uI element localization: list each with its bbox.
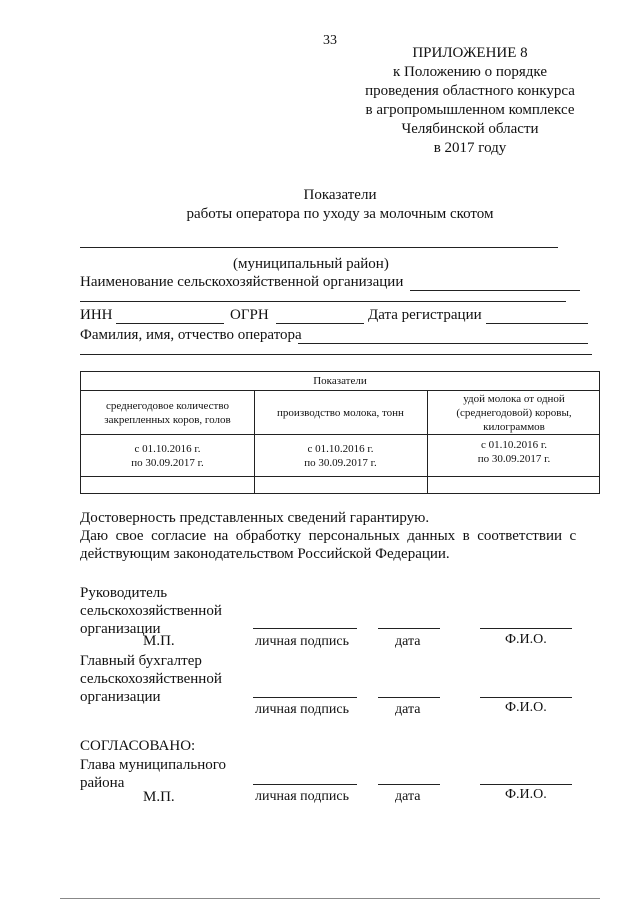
accountant-title (80, 652, 222, 706)
appendix-title: ПРИЛОЖЕНИЕ 8 (412, 45, 528, 61)
table-group-header: Показатели (313, 375, 367, 387)
data-cell-cows[interactable] (81, 477, 254, 494)
appendix-line: проведения областного конкурса (365, 83, 575, 99)
reg-date-field[interactable] (486, 323, 588, 324)
org-name-field-2[interactable] (80, 301, 566, 302)
signature-caption: личная подпись (255, 702, 349, 717)
inn-field[interactable] (116, 323, 224, 324)
statement-guarantee: Достоверность представленных сведений гарантирую. (80, 510, 430, 526)
org-name-label: Наименование сельскохозяйственной организации (80, 274, 404, 290)
operator-field-2[interactable] (80, 354, 592, 355)
heading-line-1: Показатели (303, 187, 377, 203)
accountant-date-field[interactable] (378, 697, 440, 698)
agreed-label: СОГЛАСОВАНО: (80, 738, 196, 754)
appendix-line: в агропромышленном комплексе (365, 102, 575, 118)
district-head-title-line: Глава муниципального (80, 757, 227, 773)
reg-date-label: Дата регистрации (368, 307, 482, 323)
period-cell (85, 435, 250, 476)
page-number: 33 (323, 33, 337, 48)
period-cell (431, 435, 597, 469)
district-head-title-line: района (80, 775, 125, 791)
data-cell-milk-yield[interactable] (428, 477, 599, 494)
head-date-field[interactable] (378, 628, 440, 629)
appendix-line: Челябинской области (401, 121, 539, 137)
column-header-milk-yield: удой молока от одной (среднегодовой) коровы, килограммов (456, 392, 572, 433)
date-caption: дата (395, 634, 421, 649)
signature-caption: личная подпись (255, 634, 349, 649)
head-title-line: Руководитель (80, 585, 168, 601)
head-title-line: организации (80, 621, 161, 637)
org-name-field[interactable] (410, 290, 580, 291)
fio-caption: Ф.И.О. (505, 632, 547, 647)
appendix-line: к Положению о порядке (393, 64, 547, 80)
period-start: с 01.10.2016 г. (307, 442, 374, 455)
accountant-title-line: сельскохозяйственной (80, 671, 222, 687)
column-header-milk-production: производство молока, тонн (277, 406, 404, 419)
appendix-line: в 2017 году (433, 140, 507, 156)
period-cell (258, 435, 423, 476)
period-start: с 01.10.2016 г. (481, 439, 547, 451)
appendix-block (340, 44, 600, 158)
accountant-title-line: Главный бухгалтер (80, 653, 202, 669)
head-title (80, 584, 222, 638)
district-head-fio-field[interactable] (480, 784, 572, 785)
fio-caption: Ф.И.О. (505, 787, 547, 802)
operator-label: Фамилия, имя, отчество оператора (80, 327, 302, 343)
statement-consent: Даю свое согласие на обработку персональных данных в соответствии с (80, 528, 577, 544)
heading-line-2: работы оператора по уходу за молочным скотом (186, 206, 494, 222)
head-signature-field[interactable] (253, 628, 357, 629)
indicators-table (80, 371, 600, 494)
district-field[interactable] (80, 247, 558, 248)
accountant-title-line: организации (80, 689, 161, 705)
date-caption: дата (395, 789, 421, 804)
accountant-signature-field[interactable] (253, 697, 357, 698)
head-fio-field[interactable] (480, 628, 572, 629)
signature-caption: личная подпись (255, 789, 349, 804)
period-start: с 01.10.2016 г. (134, 442, 201, 455)
accountant-fio-field[interactable] (480, 697, 572, 698)
inn-label: ИНН (80, 307, 113, 323)
date-caption: дата (395, 702, 421, 717)
data-cell-milk-production[interactable] (255, 477, 427, 494)
district-head-signature-field[interactable] (253, 784, 357, 785)
operator-field[interactable] (298, 343, 588, 344)
scan-edge-line (60, 898, 600, 899)
ogrn-label: ОГРН (230, 307, 269, 323)
document-heading (120, 186, 560, 224)
column-header-cows: среднегодовое количество закрепленных коров, голов (104, 399, 231, 426)
statement-consent-cont: действующим законодательством Российской Федерации. (80, 546, 450, 562)
district-head-title (80, 756, 226, 792)
fio-caption: Ф.И.О. (505, 700, 547, 715)
period-end: по 30.09.2017 г. (477, 453, 551, 465)
period-end: по 30.09.2017 г. (304, 456, 377, 469)
head-title-line: сельскохозяйственной (80, 603, 222, 619)
period-end: по 30.09.2017 г. (131, 456, 204, 469)
district-head-date-field[interactable] (378, 784, 440, 785)
district-caption: (муниципальный район) (233, 256, 389, 272)
stamp-label: М.П. (143, 633, 175, 649)
stamp-label: М.П. (143, 789, 175, 805)
ogrn-field[interactable] (276, 323, 364, 324)
